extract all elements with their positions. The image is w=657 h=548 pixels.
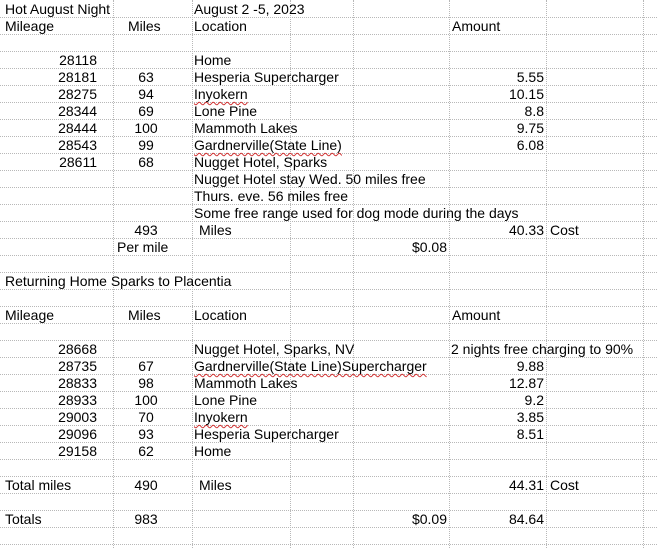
row-amount: 5.55 bbox=[516, 69, 544, 85]
row-location: Lone Pine bbox=[194, 392, 258, 408]
per-mile-label: Per mile bbox=[117, 239, 169, 255]
total-miles-label: Total miles bbox=[5, 477, 72, 493]
row-amount: 9.75 bbox=[516, 120, 544, 136]
row-mileage: 28543 bbox=[58, 137, 97, 153]
row-miles: 68 bbox=[138, 154, 154, 170]
header-location: Location bbox=[194, 307, 247, 323]
row-mileage: 29158 bbox=[58, 443, 97, 459]
row-miles: 67 bbox=[138, 358, 154, 374]
row-mileage: 28668 bbox=[58, 341, 97, 357]
row-divider bbox=[0, 119, 657, 120]
row-mileage: 28933 bbox=[58, 392, 97, 408]
header-mileage: Mileage bbox=[5, 18, 55, 34]
outbound-cost-label: Cost bbox=[550, 222, 579, 238]
row-divider bbox=[0, 323, 657, 324]
row-divider bbox=[0, 102, 657, 103]
totals-miles: 983 bbox=[134, 511, 158, 527]
return-cost-label: Cost bbox=[550, 477, 579, 493]
return-total-miles: 490 bbox=[134, 477, 158, 493]
row-amount: 9.2 bbox=[524, 392, 544, 408]
row-location: Home bbox=[194, 443, 232, 459]
outbound-total-amount: 40.33 bbox=[508, 222, 544, 238]
row-divider bbox=[0, 510, 657, 511]
row-location: Lone Pine bbox=[194, 103, 258, 119]
row-miles: 100 bbox=[134, 392, 158, 408]
column-divider bbox=[449, 0, 450, 548]
column-divider bbox=[643, 0, 644, 548]
row-divider bbox=[0, 527, 657, 528]
totals-amount: 84.64 bbox=[508, 511, 544, 527]
row-location: Inyokern bbox=[194, 409, 248, 425]
row-location: Inyokern bbox=[194, 86, 248, 102]
row-location: Mammoth Lakes bbox=[194, 375, 298, 391]
row-miles: 94 bbox=[138, 86, 154, 102]
row-miles: 99 bbox=[138, 137, 154, 153]
return-miles-label: Miles bbox=[199, 477, 232, 493]
row-mileage: 28611 bbox=[59, 154, 97, 170]
note: Thurs. eve. 56 miles free bbox=[194, 188, 349, 204]
totals-label: Totals bbox=[5, 511, 42, 527]
return-total-amount: 44.31 bbox=[508, 477, 544, 493]
row-divider bbox=[0, 255, 657, 256]
outbound-total-miles: 493 bbox=[134, 222, 158, 238]
row-location: Hesperia Supercharger bbox=[194, 69, 339, 85]
row-mileage: 28444 bbox=[58, 120, 97, 136]
per-mile-value: $0.08 bbox=[411, 239, 447, 255]
row-mileage: 28344 bbox=[58, 103, 97, 119]
row-divider bbox=[0, 34, 657, 35]
row-miles: 62 bbox=[138, 443, 154, 459]
row-mileage: 28181 bbox=[58, 69, 97, 85]
row-location: Nugget Hotel, Sparks bbox=[194, 154, 328, 170]
header-miles: Miles bbox=[128, 18, 161, 34]
row-location: Mammoth Lakes bbox=[194, 120, 298, 136]
header-location: Location bbox=[194, 18, 247, 34]
row-divider bbox=[0, 51, 657, 52]
trip-dates: August 2 -5, 2023 bbox=[194, 1, 305, 17]
row-divider bbox=[0, 408, 657, 409]
row-amount: 8.51 bbox=[516, 426, 544, 442]
row-amount: 3.85 bbox=[516, 409, 544, 425]
note: Nugget Hotel stay Wed. 50 miles free bbox=[194, 171, 426, 187]
header-mileage: Mileage bbox=[5, 307, 55, 323]
note: Some free range used for dog mode during the days bbox=[194, 205, 519, 221]
row-miles: 70 bbox=[138, 409, 154, 425]
row-location: Hesperia Supercharger bbox=[194, 426, 339, 442]
row-divider bbox=[0, 544, 657, 545]
row-mileage: 28833 bbox=[58, 375, 97, 391]
row-location: Home bbox=[194, 52, 232, 68]
column-divider bbox=[353, 0, 354, 548]
row-amount: 6.08 bbox=[516, 137, 544, 153]
totals-per-mile: $0.09 bbox=[411, 511, 447, 527]
row-miles: 69 bbox=[138, 103, 154, 119]
row-location: Gardnerville(State Line)Supercharger bbox=[194, 358, 427, 374]
row-amount: 2 nights free charging to 90% bbox=[451, 341, 634, 357]
row-location: Gardnerville(State Line) bbox=[194, 137, 342, 153]
column-divider bbox=[546, 0, 547, 548]
row-amount: 9.88 bbox=[516, 358, 544, 374]
header-amount: Amount bbox=[452, 18, 501, 34]
row-divider bbox=[0, 391, 657, 392]
row-divider bbox=[0, 306, 657, 307]
header-miles: Miles bbox=[128, 307, 161, 323]
row-amount: 10.15 bbox=[508, 86, 544, 102]
row-mileage: 28118 bbox=[59, 52, 97, 68]
row-location: Nugget Hotel, Sparks, NV bbox=[194, 341, 355, 357]
row-miles: 63 bbox=[138, 69, 154, 85]
row-miles: 100 bbox=[134, 120, 158, 136]
return-title: Returning Home Sparks to Placentia bbox=[5, 273, 232, 289]
row-mileage: 29096 bbox=[58, 426, 97, 442]
row-amount: 8.8 bbox=[524, 103, 544, 119]
row-miles: 93 bbox=[138, 426, 154, 442]
row-mileage: 28735 bbox=[58, 358, 97, 374]
outbound-miles-label: Miles bbox=[199, 222, 232, 238]
row-mileage: 28275 bbox=[58, 86, 97, 102]
row-amount: 12.87 bbox=[508, 375, 544, 391]
row-miles: 98 bbox=[138, 375, 154, 391]
header-amount: Amount bbox=[452, 307, 501, 323]
trip-title: Hot August Night bbox=[5, 1, 111, 17]
row-mileage: 29003 bbox=[58, 409, 97, 425]
row-divider bbox=[0, 459, 657, 460]
